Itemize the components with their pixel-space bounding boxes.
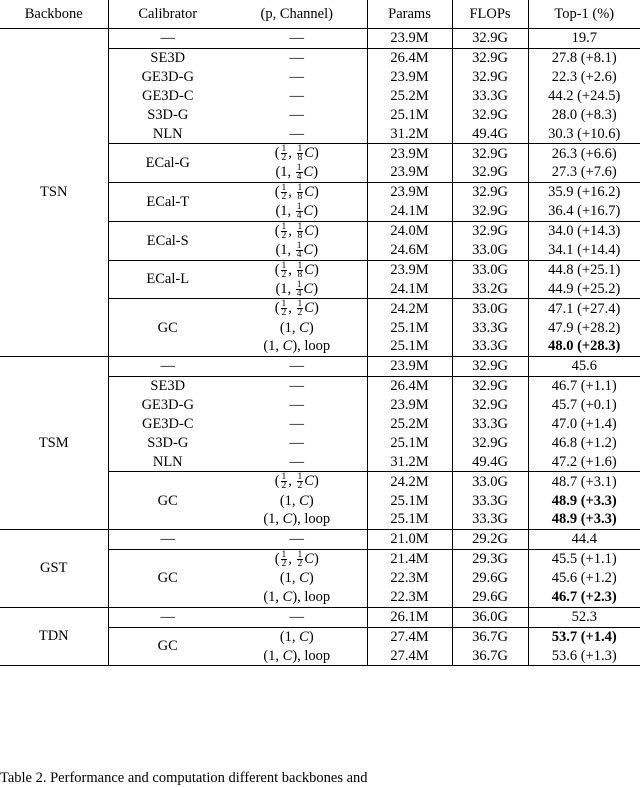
params-cell: 25.1M <box>367 510 452 529</box>
p-channel-cell: — <box>227 377 367 396</box>
p-channel-cell: — <box>227 357 367 377</box>
top1-cell: 52.3 <box>528 607 640 627</box>
top1-cell: 22.3 (+2.6) <box>551 68 617 85</box>
top1-cell: 34.1 (+14.4) <box>528 241 640 260</box>
backbone-cell: TDN <box>0 607 108 666</box>
flops-cell: 33.3G <box>452 337 528 356</box>
p-channel-cell: ( $\frac{1}{2}$ , $\frac{1}{8}$ C) <box>227 221 367 240</box>
calibrator-cell: — <box>108 29 227 49</box>
top1-cell: 46.8 (+1.2) <box>551 434 617 451</box>
flops-cell: 32.9G <box>452 68 528 87</box>
table-body <box>0 29 640 666</box>
p-channel-cell: — <box>227 87 367 106</box>
flops-cell: 32.9G <box>452 29 528 49</box>
params-cell: 24.0M <box>367 221 452 240</box>
top1-cell: 44.2 (+24.5) <box>548 87 621 104</box>
params-cell: 25.2M <box>367 415 452 434</box>
fraction: $\frac{1}{2}$ <box>281 260 287 280</box>
flops-cell: 36.7G <box>452 647 528 666</box>
fraction: $\frac{1}{2}$ <box>281 299 287 319</box>
params-cell: 23.9M <box>367 396 452 415</box>
params-cell: 25.1M <box>367 318 452 337</box>
params-cell: 27.4M <box>367 647 452 666</box>
top1-cell: 44.9 (+25.2) <box>528 280 640 299</box>
calibrator-cell: ECal-S <box>108 221 227 260</box>
backbone-cell: TSN <box>0 29 108 357</box>
p-channel-cell: (1, C), loop <box>227 337 367 356</box>
top1-cell: 28.0 (+8.3) <box>551 106 617 123</box>
params-cell: 23.9M <box>367 260 452 279</box>
top1-cell: 47.1 (+27.4) <box>528 299 640 318</box>
p-channel-cell: — <box>227 434 367 453</box>
p-channel-cell: — <box>227 415 367 434</box>
params-cell: 25.1M <box>367 491 452 510</box>
params-cell: 24.1M <box>367 202 452 221</box>
p-channel-cell: — <box>227 48 367 67</box>
top1-cell: 45.6 (+1.2) <box>551 570 617 587</box>
calibrator-cell: GC <box>108 472 227 530</box>
flops-cell: 32.9G <box>452 48 528 67</box>
calibrator-cell: GC <box>108 299 227 357</box>
fraction: $\frac{1}{2}$ <box>281 144 287 164</box>
params-cell: 24.6M <box>367 241 452 260</box>
fraction: $\frac{1}{2}$ <box>297 472 303 492</box>
calibrator-cell: NLN <box>152 453 183 470</box>
params-cell: 21.0M <box>367 530 452 550</box>
p-channel-cell: ( $\frac{1}{2}$ , $\frac{1}{8}$ C) <box>227 144 367 163</box>
top1-cell: 27.3 (+7.6) <box>528 163 640 182</box>
calibrator-cell: GE3D-C <box>141 87 194 104</box>
p-channel-cell: (1, C) <box>227 318 367 337</box>
p-channel-cell: (1, $\frac{1}{4}$ C) <box>227 241 367 260</box>
flops-cell: 33.0G <box>452 472 528 491</box>
top1-cell: 47.0 (+1.4) <box>551 416 617 432</box>
flops-cell: 36.7G <box>452 627 528 646</box>
params-cell: 24.1M <box>367 280 452 299</box>
calibrator-cell: — <box>108 530 227 550</box>
top1-cell: 34.0 (+14.3) <box>528 221 640 240</box>
top1-cell: 30.3 (+10.6) <box>548 125 621 142</box>
p-channel-cell: ( $\frac{1}{2}$ , $\frac{1}{2}$ C) <box>227 550 367 569</box>
header-flops: FLOPs <box>452 0 528 29</box>
backbone-cell: GST <box>0 530 108 608</box>
calibrator-cell: ECal-L <box>108 260 227 299</box>
flops-cell: 32.9G <box>452 144 528 163</box>
flops-cell: 29.6G <box>452 569 528 588</box>
flops-cell: 29.3G <box>452 550 528 569</box>
params-cell: 26.4M <box>367 48 452 67</box>
params-cell: 23.9M <box>367 144 452 163</box>
params-cell: 26.1M <box>367 607 452 627</box>
table-caption: Table 2. Performance and computation different backbones and <box>0 770 368 786</box>
calibrator-cell: S3D-G <box>147 434 189 451</box>
p-channel-cell: — <box>227 453 367 472</box>
flops-cell: 32.9G <box>452 163 528 182</box>
table-row <box>0 530 640 550</box>
fraction: $\frac{1}{2}$ <box>297 299 303 319</box>
flops-cell: 32.9G <box>452 183 528 202</box>
fraction: $\frac{1}{8}$ <box>297 183 303 203</box>
calibrator-cell: ECal-G <box>108 144 227 183</box>
top1-cell: 47.9 (+28.2) <box>548 319 621 336</box>
fraction: $\frac{1}{8}$ <box>297 260 303 280</box>
flops-cell: 33.3G <box>452 318 528 337</box>
top1-cell: 48.9 (+3.3) <box>551 492 617 509</box>
flops-cell: 32.9G <box>452 221 528 240</box>
calibrator-cell: SE3D <box>150 378 186 395</box>
top1-cell: 48.9 (+3.3) <box>528 510 640 529</box>
params-cell: 25.2M <box>367 87 452 106</box>
top1-cell: 46.7 (+1.1) <box>551 378 617 395</box>
top1-cell: 47.2 (+1.6) <box>551 453 617 470</box>
fraction: $\frac{1}{2}$ <box>281 221 287 241</box>
header-calibrator: Calibrator <box>108 0 227 29</box>
fraction: $\frac{1}{4}$ <box>296 163 302 183</box>
flops-cell: 32.9G <box>452 396 528 415</box>
p-channel-cell: (1, C), loop <box>227 510 367 529</box>
flops-cell: 32.9G <box>452 434 528 453</box>
p-channel-cell: ( $\frac{1}{2}$ , $\frac{1}{8}$ C) <box>227 260 367 279</box>
p-channel-cell: — <box>227 29 367 49</box>
top1-cell: 44.8 (+25.1) <box>528 260 640 279</box>
table-row <box>0 357 640 377</box>
calibrator-cell: GE3D-C <box>141 416 194 432</box>
fraction: $\frac{1}{2}$ <box>281 183 287 203</box>
params-cell: 23.9M <box>367 163 452 182</box>
calibrator-cell: — <box>108 357 227 377</box>
p-channel-cell: ( $\frac{1}{2}$ , $\frac{1}{8}$ C) <box>227 183 367 202</box>
params-cell: 24.2M <box>367 472 452 491</box>
calibrator-cell: GC <box>108 627 227 666</box>
fraction: $\frac{1}{2}$ <box>297 549 303 569</box>
p-channel-cell: — <box>227 530 367 550</box>
flops-cell: 49.4G <box>452 453 528 472</box>
backbone-cell: TSM <box>0 357 108 530</box>
fraction: $\frac{1}{2}$ <box>281 472 287 492</box>
params-cell: 31.2M <box>367 124 452 143</box>
calibrator-cell: GE3D-G <box>141 68 194 85</box>
params-cell: 21.4M <box>367 550 452 569</box>
table-row <box>0 29 640 49</box>
p-channel-cell: (1, $\frac{1}{4}$ C) <box>227 202 367 221</box>
header-top1: Top-1 (%) <box>528 0 640 29</box>
calibrator-cell: NLN <box>152 125 183 142</box>
p-channel-cell: (1, C) <box>227 569 367 588</box>
fraction: $\frac{1}{4}$ <box>296 240 302 260</box>
flops-cell: 32.9G <box>452 377 528 396</box>
fraction: $\frac{1}{4}$ <box>296 279 302 299</box>
p-channel-cell: ( $\frac{1}{2}$ , $\frac{1}{2}$ C) <box>227 299 367 318</box>
p-channel-cell: — <box>227 68 367 87</box>
p-channel-cell: ( $\frac{1}{2}$ , $\frac{1}{2}$ C) <box>227 472 367 491</box>
calibrator-cell: S3D-G <box>147 106 189 123</box>
top1-cell: 44.4 <box>528 530 640 550</box>
p-channel-cell: — <box>227 106 367 125</box>
params-cell: 27.4M <box>367 627 452 646</box>
header-row <box>0 0 640 29</box>
top1-cell: 45.5 (+1.1) <box>528 550 640 569</box>
top1-cell: 19.7 <box>528 29 640 49</box>
calibrator-cell: GC <box>108 550 227 608</box>
params-cell: 22.3M <box>367 588 452 607</box>
flops-cell: 29.6G <box>452 588 528 607</box>
fraction: $\frac{1}{8}$ <box>297 144 303 164</box>
flops-cell: 33.0G <box>452 241 528 260</box>
top1-cell: 48.0 (+28.3) <box>528 337 640 356</box>
params-cell: 26.4M <box>367 377 452 396</box>
table-row <box>0 607 640 627</box>
fraction: $\frac{1}{8}$ <box>297 221 303 241</box>
calibrator-cell: GE3D-G <box>141 397 194 414</box>
flops-cell: 32.9G <box>452 202 528 221</box>
header-p-channel: (p, Channel) <box>227 0 367 29</box>
top1-cell: 53.7 (+1.4) <box>528 627 640 646</box>
top1-cell: 48.7 (+3.1) <box>528 472 640 491</box>
header-params: Params <box>367 0 452 29</box>
fraction: $\frac{1}{4}$ <box>296 202 302 221</box>
flops-cell: 33.3G <box>452 415 528 434</box>
top1-cell: 36.4 (+16.7) <box>528 202 640 221</box>
params-cell: 25.1M <box>367 337 452 356</box>
params-cell: 23.9M <box>367 68 452 87</box>
fraction: $\frac{1}{2}$ <box>281 549 287 569</box>
flops-cell: 32.9G <box>452 357 528 377</box>
flops-cell: 33.0G <box>452 260 528 279</box>
p-channel-cell: — <box>227 607 367 627</box>
p-channel-cell: (1, $\frac{1}{4}$ C) <box>227 280 367 299</box>
flops-cell: 33.3G <box>452 491 528 510</box>
params-cell: 23.9M <box>367 29 452 49</box>
calibrator-cell: — <box>108 607 227 627</box>
top1-cell: 45.7 (+0.1) <box>551 397 617 414</box>
p-channel-cell: (1, C), loop <box>227 647 367 666</box>
p-channel-cell: (1, C) <box>227 627 367 646</box>
top1-cell: 46.7 (+2.3) <box>528 588 640 607</box>
flops-cell: 33.3G <box>452 510 528 529</box>
p-channel-cell: (1, C) <box>227 491 367 510</box>
flops-cell: 33.2G <box>452 280 528 299</box>
params-cell: 23.9M <box>367 183 452 202</box>
calibrator-cell: ECal-T <box>108 183 227 222</box>
params-cell: 31.2M <box>367 453 452 472</box>
flops-cell: 32.9G <box>452 106 528 125</box>
top1-cell: 53.6 (+1.3) <box>528 647 640 666</box>
p-channel-cell: (1, C), loop <box>227 588 367 607</box>
p-channel-cell: — <box>227 124 367 143</box>
params-cell: 25.1M <box>367 434 452 453</box>
top1-cell: 45.6 <box>528 357 640 377</box>
flops-cell: 36.0G <box>452 607 528 627</box>
params-cell: 23.9M <box>367 357 452 377</box>
params-cell: 22.3M <box>367 569 452 588</box>
top1-cell: 27.8 (+8.1) <box>551 50 617 67</box>
top1-cell: 35.9 (+16.2) <box>528 183 640 202</box>
p-channel-cell: — <box>227 396 367 415</box>
p-channel-cell: (1, $\frac{1}{4}$ C) <box>227 163 367 182</box>
top1-cell: 26.3 (+6.6) <box>528 144 640 163</box>
flops-cell: 29.2G <box>452 530 528 550</box>
flops-cell: 49.4G <box>452 124 528 143</box>
flops-cell: 33.3G <box>452 87 528 106</box>
params-cell: 24.2M <box>367 299 452 318</box>
params-cell: 25.1M <box>367 106 452 125</box>
header-backbone: Backbone <box>0 0 108 29</box>
flops-cell: 33.0G <box>452 299 528 318</box>
calibrator-cell: SE3D <box>150 50 186 67</box>
